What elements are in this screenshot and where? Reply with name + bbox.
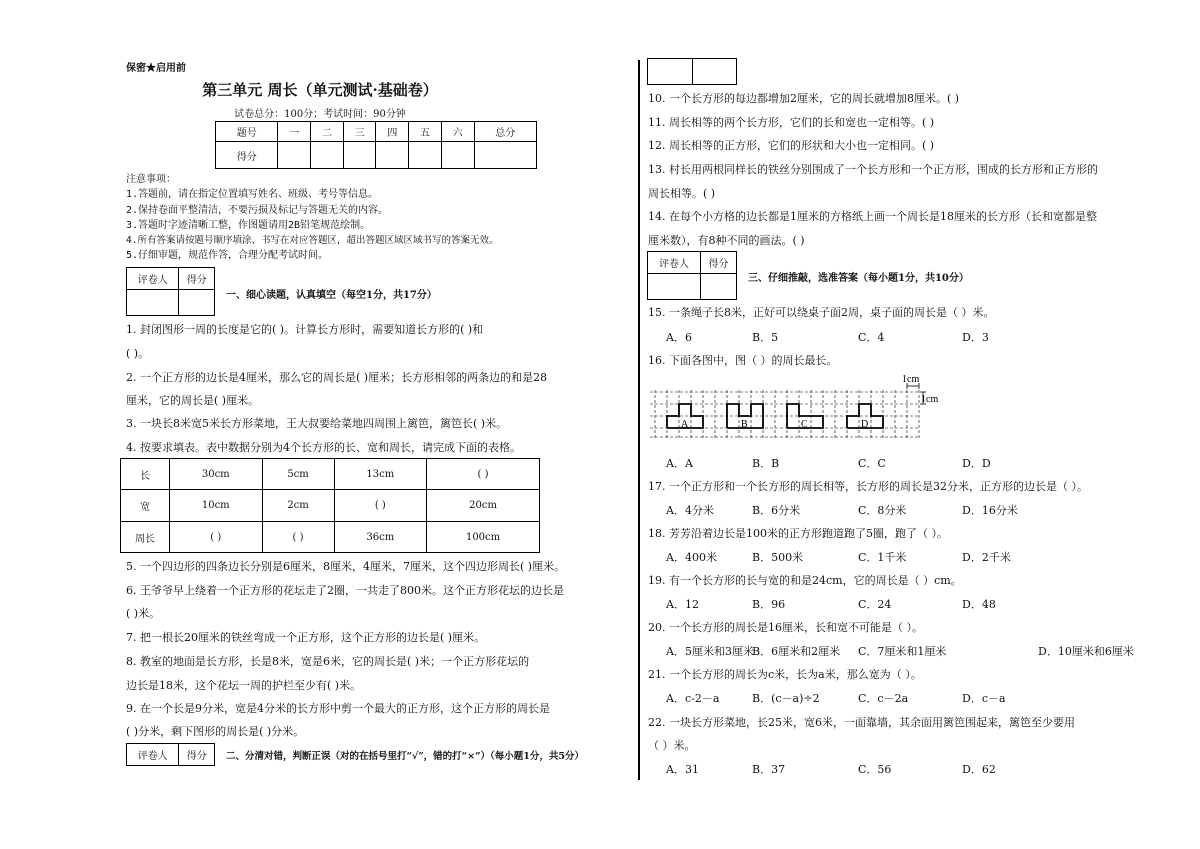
option-b[interactable]: B．B	[752, 457, 780, 470]
option-d[interactable]: D．48	[962, 598, 996, 611]
option-a[interactable]: A．12	[666, 598, 699, 611]
score-cell[interactable]	[376, 142, 409, 169]
option-a[interactable]: A．31	[666, 763, 699, 776]
score-header: 总分	[474, 122, 536, 142]
question-10: 10. 一个长方形的每边都增加2厘米，它的周长就增加8厘米。( )	[648, 92, 960, 105]
option-c[interactable]: C．C	[858, 457, 886, 470]
option-a[interactable]: A．c-2－a	[666, 692, 720, 705]
grader-box-1	[126, 267, 215, 316]
instructions	[126, 172, 498, 264]
score-table	[215, 121, 537, 169]
option-c[interactable]: C．8分米	[858, 504, 907, 517]
row-label: 长	[121, 459, 170, 490]
section-2-heading: 二、分清对错，判断正误（对的在括号里打“√”，错的打“×”）（每小题1分，共5分）	[226, 751, 585, 762]
question-13: 13. 村长用两根同样长的铁丝分别围成了一个长方形和一个正方形，围成的长方形和正方形的	[648, 163, 1098, 176]
question-12: 12. 周长相等的正方形，它们的形状和大小也一定相同。( )	[648, 139, 935, 152]
label-1cm-horizontal: 1cm	[902, 374, 920, 385]
option-d[interactable]: D．10厘米和6厘米	[1038, 645, 1134, 658]
option-d[interactable]: D．2千米	[962, 551, 1011, 564]
option-a[interactable]: A．A	[666, 457, 693, 470]
score-row-label: 得分	[216, 142, 278, 169]
table-cell-blank[interactable]: ( )	[427, 459, 540, 490]
table-cell: 13cm	[334, 459, 427, 490]
grader-cell[interactable]	[127, 290, 179, 316]
option-a[interactable]: A．4分米	[666, 504, 714, 517]
grader-box-2	[126, 743, 215, 766]
option-c[interactable]: C．7厘米和1厘米	[858, 645, 947, 658]
grader-label: 评卷人	[127, 268, 179, 290]
score-cell[interactable]	[701, 274, 737, 300]
row-label: 周长	[121, 522, 170, 553]
option-c[interactable]: C．56	[858, 763, 892, 776]
question-5: 5. 一个四边形的四条边长分别是6厘米，8厘米，4厘米，7厘米，这个四边形周长( )厘米。	[126, 560, 566, 573]
score-cell[interactable]	[343, 142, 376, 169]
question-11: 11. 周长相等的两个长方形，它们的长和宽也一定相等。( )	[648, 116, 935, 129]
question-13-cont: 周长相等。( )	[648, 187, 716, 200]
section-1-heading: 一、细心读题，认真填空（每空1分，共17分）	[226, 290, 437, 301]
table-cell-blank[interactable]: ( )	[334, 490, 427, 522]
shape-label-d: D	[861, 419, 869, 430]
instruction-item: 3.答题时字迹清晰工整，作图题请用2B铅笔规范绘制。	[126, 219, 371, 231]
score-cell[interactable]	[311, 142, 344, 169]
label-1cm-vertical: 1cm	[921, 394, 939, 405]
section-3-heading: 三、仔细推敲，选准答案（每小题1分，共10分）	[748, 273, 969, 284]
question-20: 20. 一个长方形的周长是16厘米，长和宽不可能是（ ）。	[648, 621, 923, 634]
option-a[interactable]: A．400米	[666, 551, 717, 564]
table-cell: 30cm	[170, 459, 263, 490]
score-cell[interactable]	[278, 142, 311, 169]
grader-box-3	[647, 251, 737, 300]
option-d[interactable]: D．62	[962, 763, 996, 776]
question-7: 7. 把一根长20厘米的铁丝弯成一个正方形，这个正方形的边长是( )厘米。	[126, 631, 486, 644]
grader-label: 评卷人	[648, 252, 701, 274]
option-b[interactable]: B．5	[752, 331, 779, 344]
table-cell: 10cm	[170, 490, 263, 522]
question-8: 8. 教室的地面是长方形，长是8米，宽是6米，它的周长是( )米；一个正方形花坛的	[126, 655, 530, 668]
question-6-cont: ( )米。	[126, 607, 161, 620]
grid-figure	[645, 370, 939, 442]
option-b[interactable]: B．96	[752, 598, 786, 611]
page-title: 第三单元 周长（单元测试·基础卷）	[202, 81, 438, 99]
question-3: 3. 一块长8米宽5米长方形菜地，王大叔要给菜地四周围上篱笆，篱笆长( )米。	[126, 417, 508, 430]
grader-label: 评卷人	[127, 744, 179, 766]
fill-table	[120, 458, 540, 553]
column-divider	[638, 60, 640, 780]
grader-cell[interactable]	[648, 274, 701, 300]
instruction-item: 1.答题前，请在指定位置填写姓名、班级、考号等信息。	[126, 189, 379, 201]
question-6: 6. 王爷爷早上绕着一个正方形的花坛走了2圈，一共走了800米。这个正方形花坛的边长是	[126, 584, 564, 597]
option-d[interactable]: D．D	[962, 457, 991, 470]
question-2-cont: 厘米，它的周长是( )厘米。	[126, 394, 260, 407]
question-2: 2. 一个正方形的边长是4厘米，那么它的周长是( )厘米；长方形相邻的两条边的和是28	[126, 371, 548, 384]
option-c[interactable]: C．4	[858, 331, 885, 344]
score-cell[interactable]	[179, 290, 215, 316]
question-21: 21. 一个长方形的周长为c米，长为a米，那么宽为（ ）。	[648, 668, 922, 681]
score-header: 三	[343, 122, 376, 142]
question-1: 1. 封闭图形一周的长度是它的( )。计算长方形时，需要知道长方形的( )和	[126, 323, 484, 336]
question-22-cont: （ ）米。	[648, 739, 696, 752]
score-label: 得分	[701, 252, 737, 274]
instruction-item: 4.所有答案请按题号顺序填涂、书写在对应答题区，超出答题区域区域书写的答案无效。	[126, 235, 499, 247]
option-b[interactable]: B．(c－a)÷2	[752, 692, 820, 705]
score-cell[interactable]	[441, 142, 474, 169]
instructions-heading: 注意事项：	[126, 174, 176, 185]
table-cell: 36cm	[334, 522, 427, 553]
grader-cell[interactable]	[648, 59, 693, 85]
score-header: 题号	[216, 122, 278, 142]
question-4: 4. 按要求填表。表中数据分别为4个长方形的长、宽和周长，请完成下面的表格。	[126, 441, 521, 454]
table-cell: 100cm	[427, 522, 540, 553]
option-c[interactable]: C．24	[858, 598, 892, 611]
table-cell: 2cm	[262, 490, 334, 522]
option-c[interactable]: C．1千米	[858, 551, 907, 564]
confidential-label: 保密★启用前	[126, 63, 186, 74]
question-18: 18. 芳芳沿着边长是100米的正方形跑道跑了5圈，跑了（ ）。	[648, 527, 948, 540]
question-9-cont: ( )分米，剩下图形的周长是( )分米。	[126, 725, 305, 738]
question-9: 9. 在一个长是9分米，宽是4分米的长方形中剪一个最大的正方形，这个正方形的周长是	[126, 702, 550, 715]
question-8-cont: 边长是18米，这个花坛一周的护栏至少有( )米。	[126, 679, 362, 692]
score-label: 得分	[179, 268, 215, 290]
table-cell: 5cm	[262, 459, 334, 490]
exam-info: 试卷总分：100分；考试时间：90分钟	[234, 109, 406, 120]
option-b[interactable]: B．500米	[752, 551, 804, 564]
option-b[interactable]: B．6厘米和2厘米	[752, 645, 841, 658]
question-19: 19. 有一个长方形的长与宽的和是24cm，它的周长是（ ）cm。	[648, 574, 962, 587]
score-header: 五	[409, 122, 442, 142]
option-c[interactable]: C．c－2a	[858, 692, 909, 705]
table-cell-blank[interactable]: ( )	[170, 522, 263, 553]
option-b[interactable]: B．37	[752, 763, 786, 776]
table-cell-blank[interactable]: ( )	[262, 522, 334, 553]
score-header: 四	[376, 122, 409, 142]
shape-label-a: A	[681, 419, 689, 430]
question-1-cont: ( )。	[126, 347, 150, 360]
score-cell[interactable]	[474, 142, 536, 169]
score-label: 得分	[179, 744, 215, 766]
score-cell[interactable]	[409, 142, 442, 169]
score-header: 一	[278, 122, 311, 142]
option-b[interactable]: B．6分米	[752, 504, 801, 517]
grader-box-2-cont	[647, 58, 737, 85]
instruction-item: 5.仔细审题，规范作答，合理分配考试时间。	[126, 250, 329, 262]
question-15: 15. 一条绳子长8米，正好可以绕桌子面2周，桌子面的周长是（ ）米。	[648, 306, 995, 319]
instruction-item: 2.保持卷面平整清洁，不要污损及标记与答题无关的内容。	[126, 204, 389, 216]
row-label: 宽	[121, 490, 170, 522]
option-d[interactable]: D．c－a	[962, 692, 1006, 705]
question-16: 16. 下面各图中，图（ ）的周长最长。	[648, 354, 838, 367]
score-header: 六	[441, 122, 474, 142]
question-17: 17. 一个正方形和一个长方形的周长相等，长方形的周长是32分米，正方形的边长是（ ）。	[648, 480, 1088, 493]
question-22: 22. 一块长方形菜地，长25米，宽6米，一面靠墙，其余面用篱笆围起来，篱笆至少要用	[648, 716, 1075, 729]
option-d[interactable]: D．16分米	[962, 504, 1018, 517]
question-14: 14. 在每个小方格的边长都是1厘米的方格纸上画一个周长是18厘米的长方形（长和宽都是整	[648, 210, 1097, 223]
question-14-cont: 厘米数），有8种不同的画法。( )	[648, 234, 805, 247]
score-cell[interactable]	[692, 59, 737, 85]
table-cell: 20cm	[427, 490, 540, 522]
shape-label-b: B	[741, 419, 748, 430]
shape-label-c: C	[801, 419, 808, 430]
score-header: 二	[311, 122, 344, 142]
option-a[interactable]: A．5厘米和3厘米	[666, 645, 754, 658]
option-d[interactable]: D．3	[962, 331, 989, 344]
option-a[interactable]: A．6	[666, 331, 692, 344]
